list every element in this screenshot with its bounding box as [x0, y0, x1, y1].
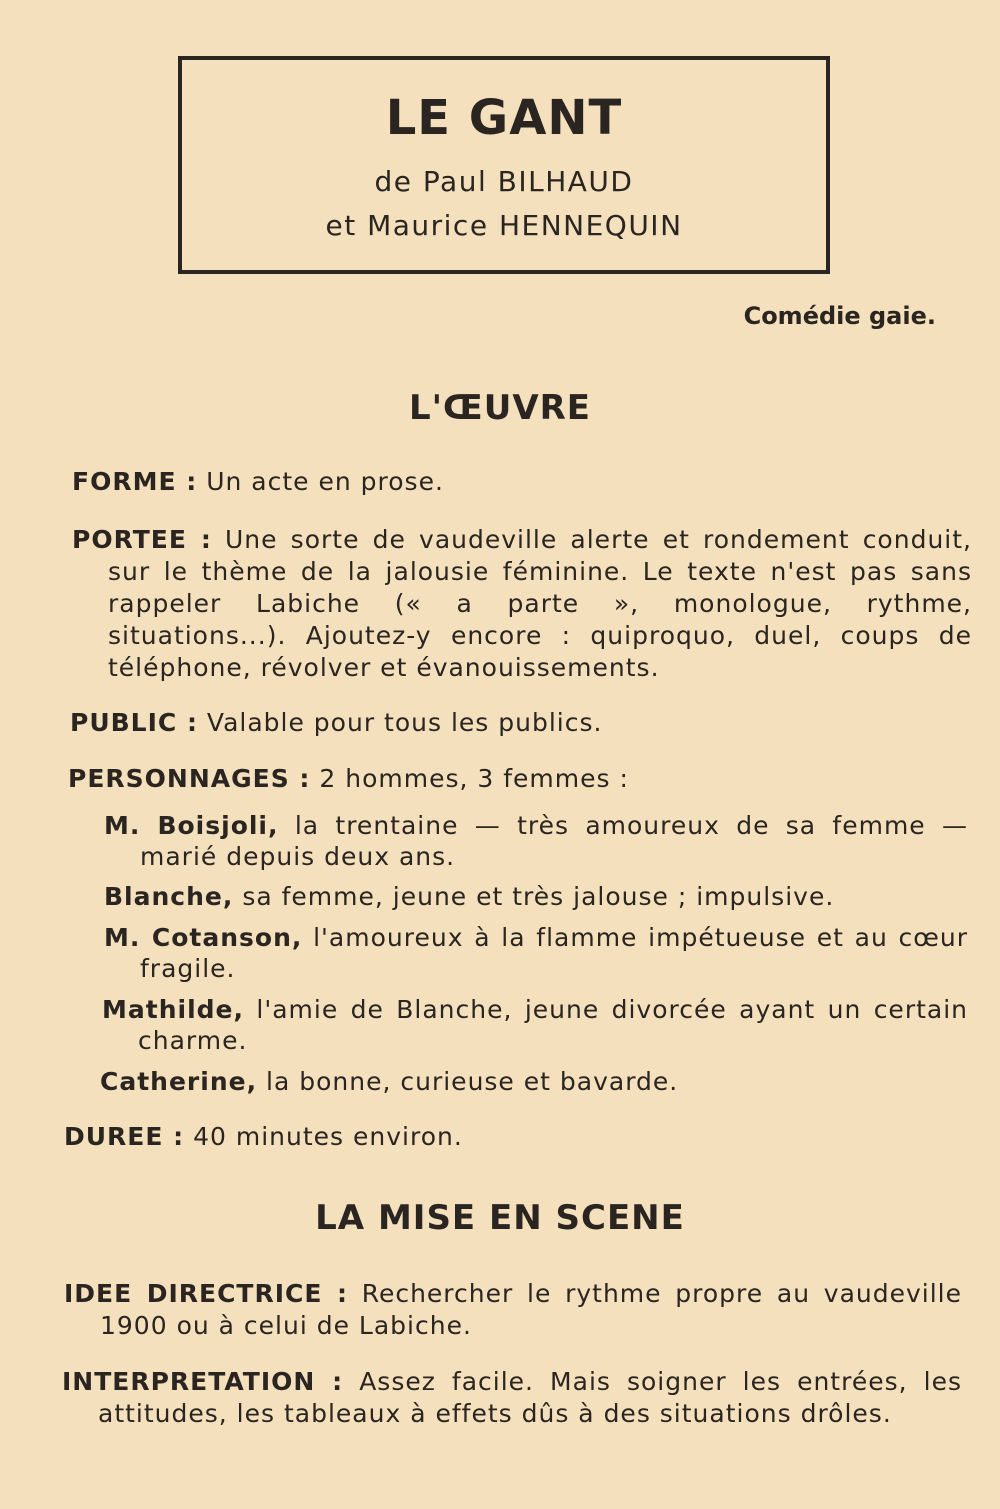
character-name: M. Boisjoli,: [104, 811, 279, 840]
character-desc: la trentaine — très amoureux de sa femme — marié depuis deux ans.: [140, 811, 968, 871]
character-entry: [102, 994, 968, 1056]
interpretation-text: Assez facile. Mais soigner les entrées, les attitudes, les tableaux à effets dûs à des situations drôles.: [98, 1367, 962, 1428]
character-name: Catherine,: [100, 1067, 258, 1096]
character-desc: la bonne, curieuse et bavarde.: [266, 1067, 679, 1096]
public-text: Valable pour tous les publics.: [206, 708, 603, 737]
personnages-key: PERSONNAGES :: [68, 764, 311, 793]
character-name: Blanche,: [104, 882, 234, 911]
duree-key: DUREE :: [64, 1122, 185, 1151]
public-paragraph: [70, 707, 934, 739]
section-heading-mise-en-scene: LA MISE EN SCENE: [315, 1198, 685, 1238]
idee-text: Rechercher le rythme propre au vaudeville 1900 ou à celui de Labiche.: [100, 1279, 962, 1340]
character-entry: [100, 1066, 968, 1097]
portee-key: PORTEE :: [72, 525, 212, 554]
idee-key: IDEE DIRECTRICE :: [64, 1279, 348, 1308]
forme-key: FORME :: [72, 467, 198, 496]
character-entry: [104, 922, 968, 984]
author-line-2: et Maurice HENNEQUIN: [325, 209, 683, 242]
idee-paragraph: [64, 1278, 962, 1342]
portee-text: Une sorte de vaudeville alerte et rondement conduit, sur le thème de la jalousie féminine. Le texte n'est pas sans rappeler Labiche (« a parte », monologue, rythme, situations...). Ajoutez-y encore : quiproquo, duel, coups de téléphone, révolver et évanouissements.: [108, 525, 972, 682]
forme-paragraph: [72, 466, 936, 498]
title-frame: [178, 56, 830, 274]
genre-label: Comédie gaie.: [743, 302, 936, 330]
forme-text: Un acte en prose.: [206, 467, 444, 496]
duree-text: 40 minutes environ.: [193, 1122, 463, 1151]
personnages-paragraph: [68, 763, 932, 795]
character-desc: l'amoureux à la flamme impétueuse et au cœur fragile.: [140, 923, 968, 983]
section-heading-oeuvre: L'ŒUVRE: [408, 388, 592, 428]
author-line-1: de Paul BILHAUD: [374, 165, 634, 198]
character-entry: [104, 810, 968, 872]
interpretation-key: INTERPRETATION :: [62, 1367, 344, 1396]
character-desc: l'amie de Blanche, jeune divorcée ayant un certain charme.: [138, 995, 969, 1055]
play-title: LE GANT: [385, 90, 623, 146]
portee-paragraph: [72, 524, 972, 684]
character-name: Mathilde,: [102, 995, 244, 1024]
character-name: M. Cotanson,: [104, 923, 303, 952]
personnages-text: 2 hommes, 3 femmes :: [319, 764, 629, 793]
duree-paragraph: [64, 1121, 928, 1153]
character-desc: sa femme, jeune et très jalouse ; impulsive.: [242, 882, 835, 911]
character-entry: [104, 881, 968, 912]
public-key: PUBLIC :: [70, 708, 198, 737]
interpretation-paragraph: [62, 1366, 962, 1430]
